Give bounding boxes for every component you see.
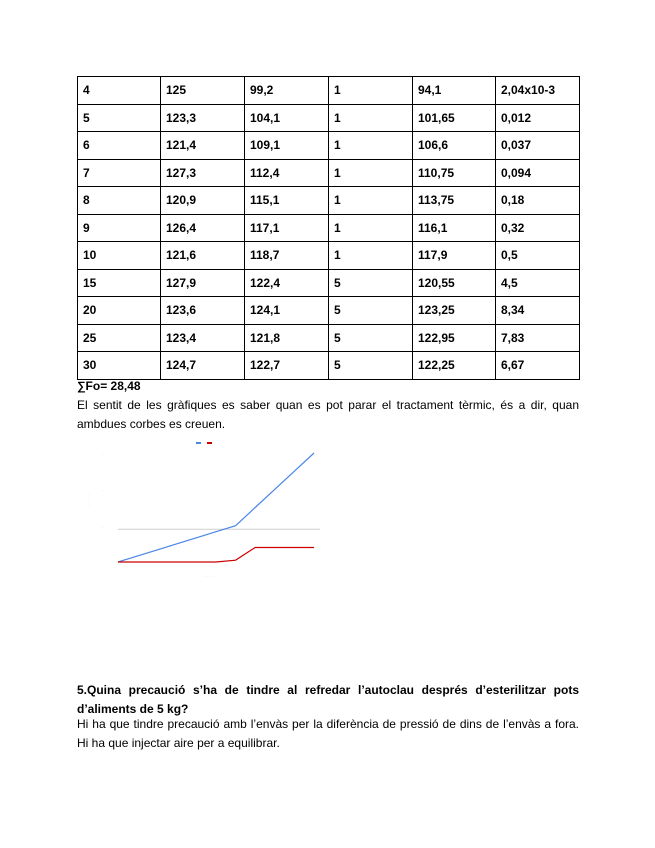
table-cell: 117,1	[245, 214, 329, 242]
table-cell: 2,04x10-3	[496, 77, 580, 105]
table-cell: 124,1	[245, 297, 329, 325]
table-cell: 1	[329, 77, 413, 105]
table-row	[78, 297, 580, 325]
table-row	[78, 324, 580, 352]
table-cell: 30	[78, 352, 161, 380]
table-cell: 123,6	[161, 297, 245, 325]
y-tick: ··	[102, 525, 104, 529]
table-cell: 106,6	[413, 132, 496, 160]
table-cell: 115,1	[245, 187, 329, 215]
table-cell: 1	[329, 104, 413, 132]
table-cell: 5	[329, 352, 413, 380]
table-cell: 122,95	[413, 324, 496, 352]
table-cell: 10	[78, 242, 161, 270]
table-cell: 6	[78, 132, 161, 160]
table-cell: 8	[78, 187, 161, 215]
series-line-0	[118, 453, 314, 562]
table-cell: 101,65	[413, 104, 496, 132]
explanation-paragraph: El sentit de les gràfiques es saber quan es pot parar el tractament tèrmic, és a dir, quan ambdues corbes es creuen.	[77, 398, 579, 431]
table-cell: 1	[329, 214, 413, 242]
table-cell: 0,32	[496, 214, 580, 242]
table-cell: 123,3	[161, 104, 245, 132]
table-cell: 4,5	[496, 269, 580, 297]
y-axis-ticks	[102, 452, 104, 565]
question-heading: 5.Quina precaució s’ha de tindre al refredar l’autoclau després d’esterilitzar pots d’aliments de 5 kg?	[77, 683, 579, 716]
table-cell: 7	[78, 159, 161, 187]
table-cell: 1	[329, 132, 413, 160]
table-cell: 94,1	[413, 77, 496, 105]
table-cell: 109,1	[245, 132, 329, 160]
table-cell: 7,83	[496, 324, 580, 352]
table-cell: 0,18	[496, 187, 580, 215]
table-cell: 118,7	[245, 242, 329, 270]
table-cell: 110,75	[413, 159, 496, 187]
y-tick: ··	[102, 452, 104, 456]
table-row	[78, 132, 580, 160]
table-cell: 124,7	[161, 352, 245, 380]
table-row	[78, 242, 580, 270]
table-row	[78, 214, 580, 242]
table-cell: 15	[78, 269, 161, 297]
table-cell: 6,67	[496, 352, 580, 380]
table-cell: 0,5	[496, 242, 580, 270]
table-cell: 4	[78, 77, 161, 105]
table-cell: 122,25	[413, 352, 496, 380]
table-row	[78, 159, 580, 187]
table-cell: 25	[78, 324, 161, 352]
table-cell: 121,6	[161, 242, 245, 270]
table-cell: 112,4	[245, 159, 329, 187]
results-table	[77, 76, 580, 380]
table-cell: 122,7	[245, 352, 329, 380]
table-cell: 120,9	[161, 187, 245, 215]
fo-total: ∑Fo= 28,48	[77, 379, 141, 393]
table-cell: 1	[329, 242, 413, 270]
table-row	[78, 269, 580, 297]
series-line-1	[118, 547, 314, 562]
table-cell: 120,55	[413, 269, 496, 297]
y-tick: ··	[102, 488, 104, 492]
table-cell: 122,4	[245, 269, 329, 297]
table-cell: 125	[161, 77, 245, 105]
table-cell: 116,1	[413, 214, 496, 242]
table-cell: 5	[78, 104, 161, 132]
x-axis-label: · · · · · ·	[203, 574, 214, 578]
table-cell: 0,037	[496, 132, 580, 160]
table-row	[78, 352, 580, 380]
table-cell: 9	[78, 214, 161, 242]
answer-paragraph: Hi ha que tindre precaució amb l’envàs per la diferència de pressió de dins de l’envàs a fora. Hi ha que injectar aire per a equilibrar.	[77, 717, 579, 750]
table-cell: 127,9	[161, 269, 245, 297]
table-cell: 5	[329, 297, 413, 325]
table-cell: 104,1	[245, 104, 329, 132]
table-cell: 5	[329, 324, 413, 352]
line-chart	[80, 435, 330, 585]
table-cell: 0,012	[496, 104, 580, 132]
table-cell: 5	[329, 269, 413, 297]
table-row	[78, 77, 580, 105]
table-cell: 1	[329, 159, 413, 187]
table-cell: 1	[329, 187, 413, 215]
table-cell: 113,75	[413, 187, 496, 215]
table-cell: 123,25	[413, 297, 496, 325]
table-cell: 121,8	[245, 324, 329, 352]
table-row	[78, 104, 580, 132]
table-cell: 99,2	[245, 77, 329, 105]
table-cell: 127,3	[161, 159, 245, 187]
table-cell: 8,34	[496, 297, 580, 325]
table-cell: 126,4	[161, 214, 245, 242]
table-cell: 121,4	[161, 132, 245, 160]
table-cell: 123,4	[161, 324, 245, 352]
table-cell: 0,094	[496, 159, 580, 187]
y-axis-label: · · · · · · · ·	[87, 493, 91, 507]
table-cell: 20	[78, 297, 161, 325]
y-tick: ·	[102, 561, 103, 565]
table-cell: 117,9	[413, 242, 496, 270]
table-row	[78, 187, 580, 215]
